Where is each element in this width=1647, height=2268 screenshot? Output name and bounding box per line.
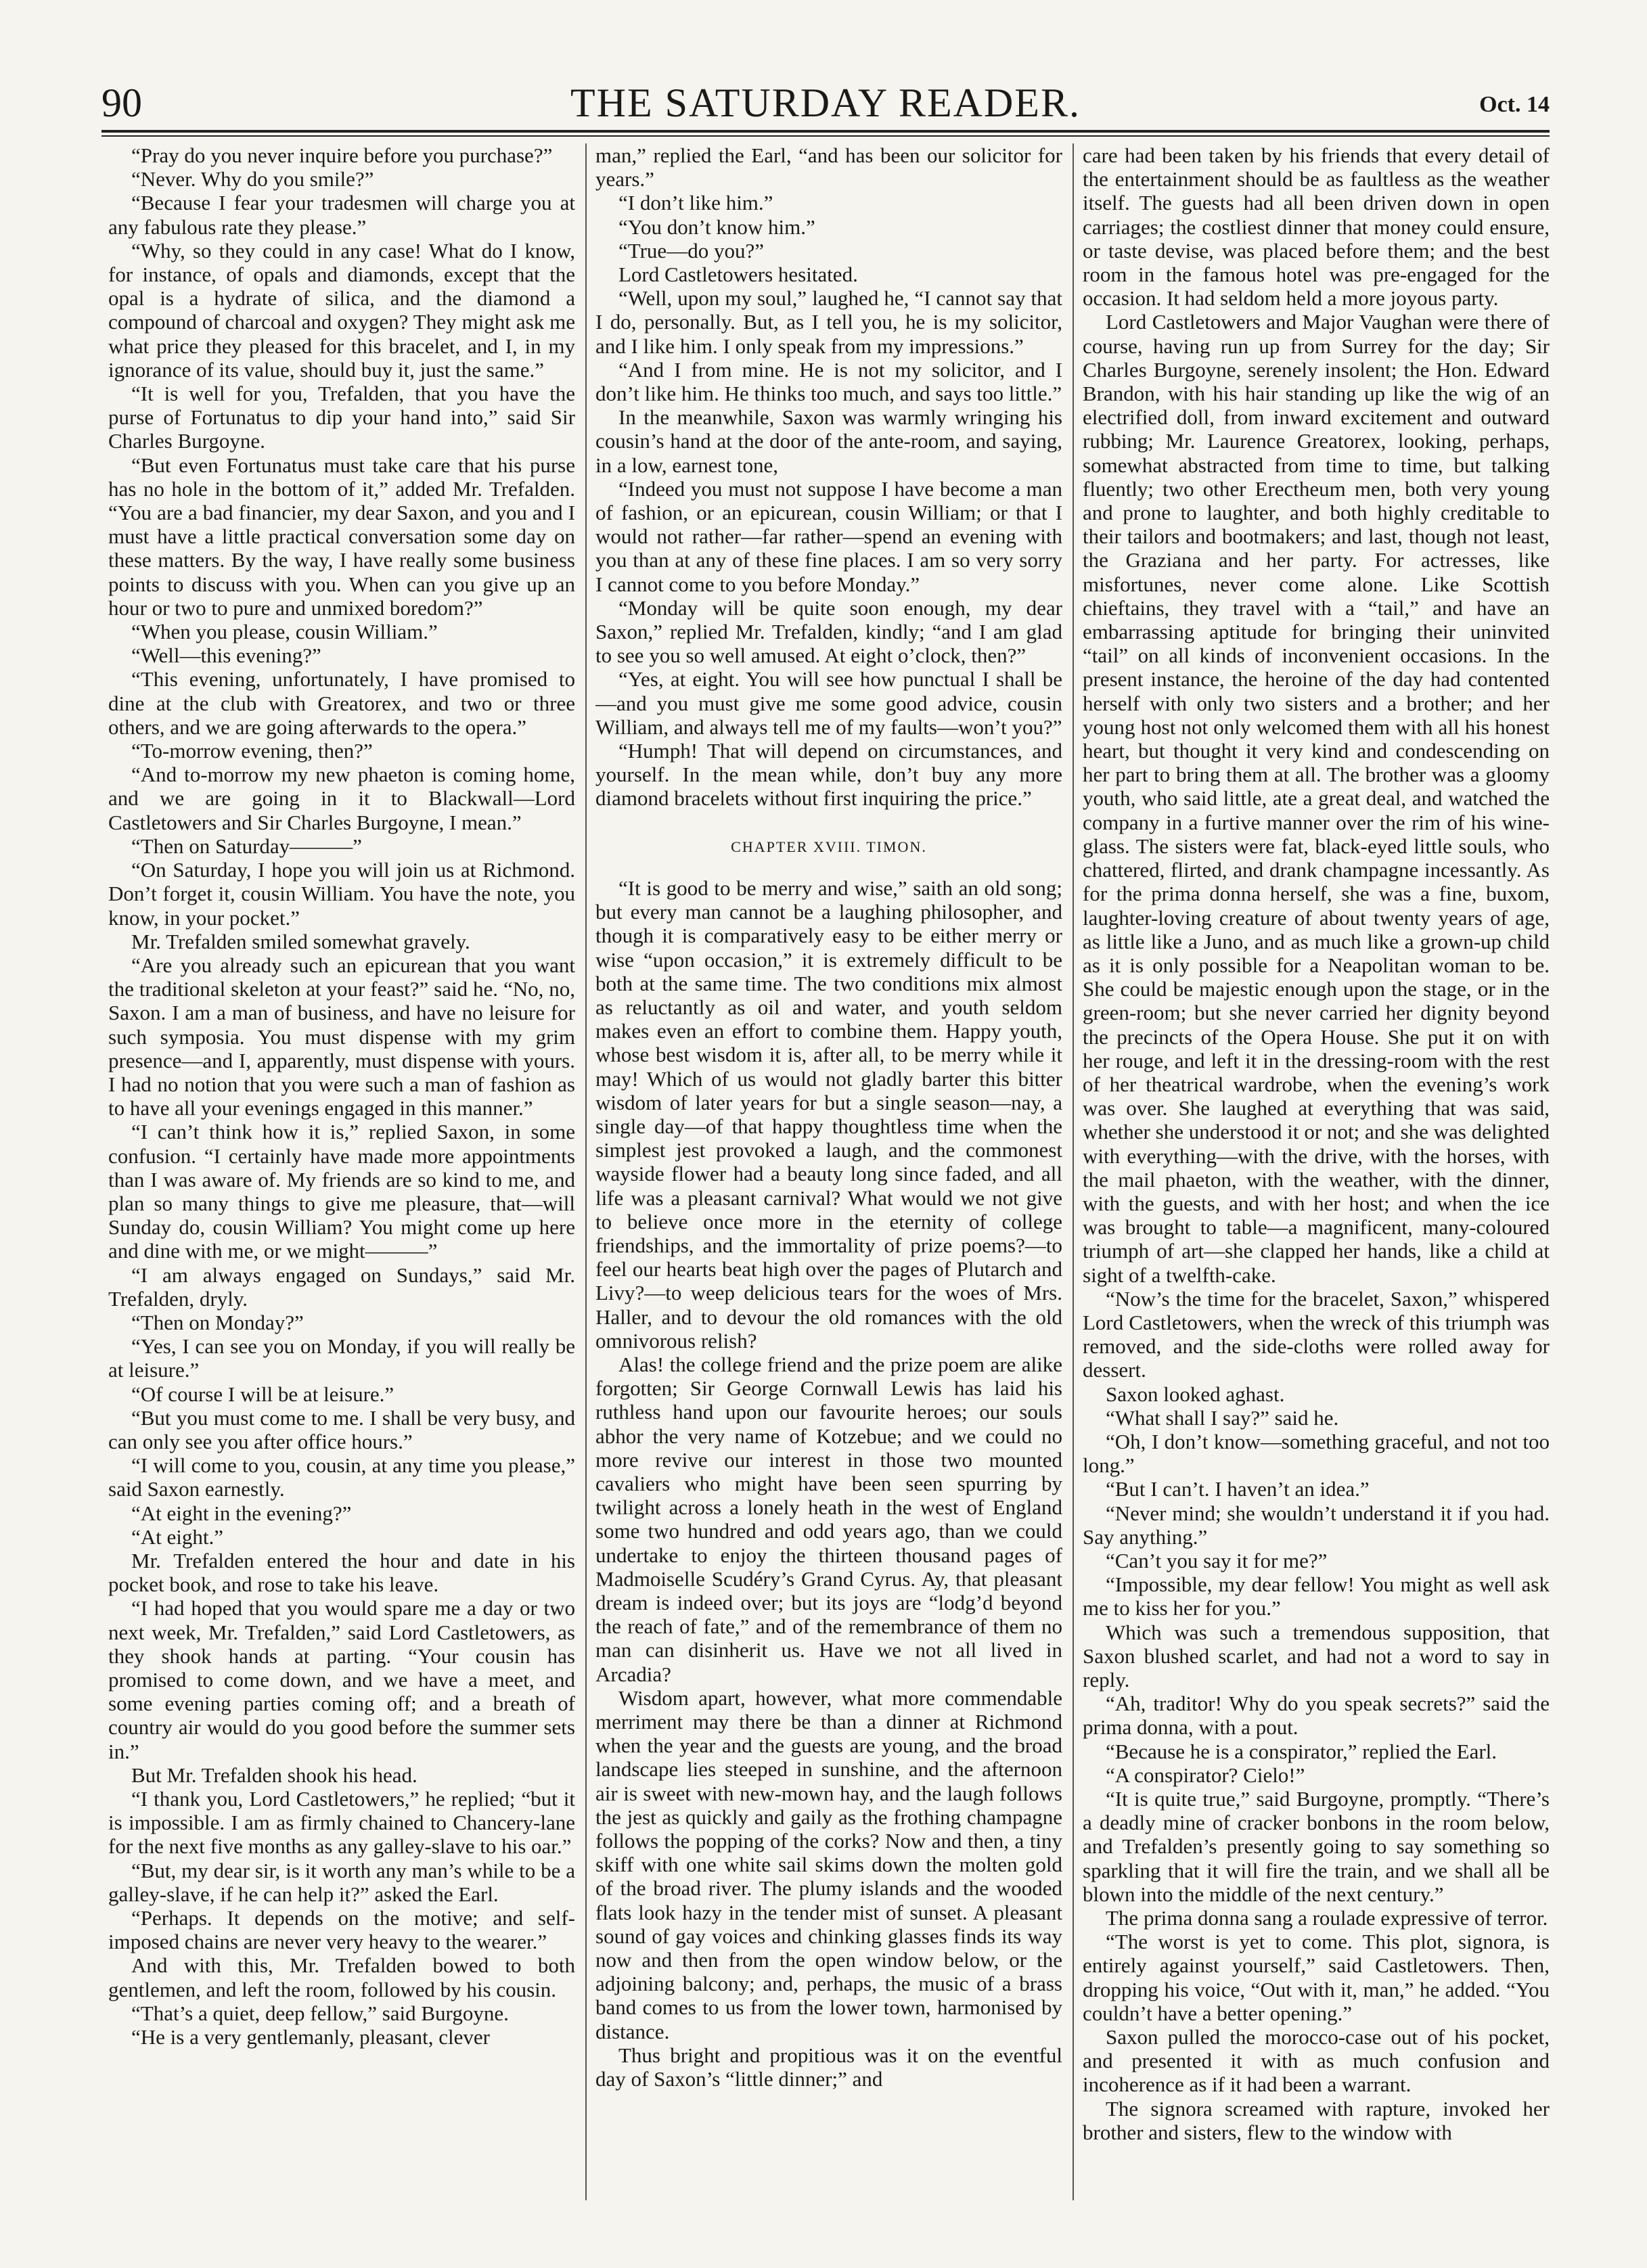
paragraph: “This evening, unfortunately, I have promised to dine at the club with Greatorex, and two or three others, and we are going afterwards to the opera.” — [108, 667, 575, 739]
column-divider — [585, 143, 587, 2200]
paragraph: “But you must come to me. I shall be very busy, and can only see you after office hours.” — [108, 1405, 575, 1453]
paragraph: “Perhaps. It depends on the motive; and self-imposed chains are never very heavy to the wearer.” — [108, 1906, 575, 1954]
paragraph: Saxon looked aghast. — [1106, 1382, 1285, 1406]
chapter-heading: CHAPTER XVIII. TIMON. — [731, 838, 927, 855]
paragraph: “I can’t think how it is,” replied Saxon, in some confusion. “I certainly have made more appointments than I was aware of. My friends are so kind to me, and plan so many things to give me pleasure, that—will Sunday do, cousin William? You might come up here and dine with me, or we might———” — [108, 1120, 575, 1263]
paragraph: “Now’s the time for the bracelet, Saxon,” whispered Lord Castletowers, when the wreck of this triumph was removed, and the side-cloths were rolled away for dessert. — [1083, 1286, 1550, 1382]
paragraph: “Never. Why do you smile?” — [131, 167, 374, 191]
paragraph: “And to-morrow my new phaeton is coming home, and we are going in it to Blackwall—Lord Castletowers and Sir Charles Burgoyne, I mean.” — [108, 763, 575, 834]
paragraph: care had been taken by his friends that every detail of the entertainment should be as faultless as the weather itself. The guests had all been driven down in open carriages; the costliest dinner that money could ensure, or taste devise, was placed before them; and the best room in the famous hotel was pre-engaged for the occasion. It had seldom held a more joyous party. — [1083, 143, 1550, 311]
paragraph: “Indeed you must not suppose I have become a man of fashion, or an epicurean, cousin William; or that I would not rather—far rather—spend an evening with you than at any of these fine places. I am so very sorry I cannot come to you before Monday.” — [595, 476, 1062, 596]
paragraph: And with this, Mr. Trefalden bowed to both gentlemen, and left the room, followed by his cousin. — [108, 1953, 575, 2001]
paragraph: “To-morrow evening, then?” — [131, 739, 373, 763]
column-divider — [1073, 143, 1074, 2200]
paragraph: man,” replied the Earl, “and has been our solicitor for years.” — [595, 143, 1062, 191]
paragraph: “Humph! That will depend on circumstances, and yourself. In the mean while, don’t buy any more diamond bracelets without first inquiring the price.” — [595, 739, 1062, 811]
paragraph: “True—do you?” — [618, 238, 764, 263]
paragraph: “But I can’t. I haven’t an idea.” — [1106, 1477, 1370, 1501]
paragraph: “Of course I will be at leisure.” — [131, 1382, 394, 1406]
paragraph: “When you please, cousin William.” — [131, 620, 438, 644]
paragraph: “Monday will be quite soon enough, my dear Saxon,” replied Mr. Trefalden, kindly; “and I am glad to see you so well amused. At eight o’clock, then?” — [595, 595, 1062, 668]
paragraph: Mr. Trefalden smiled somewhat gravely. — [131, 929, 470, 953]
issue-date: Oct. 14 — [1479, 92, 1550, 117]
paragraph: “It is well for you, Trefalden, that you have the purse of Fortunatus to dip your hand into,” said Sir Charles Burgoyne. — [108, 382, 575, 453]
paragraph: “But even Fortunatus must take care that his purse has no hole in the bottom of it,” added Mr. Trefalden. “You are a bad financier, my dear Saxon, and you and I must have a little practical conversation some day on these matters. By the way, I have really some business points to discuss with you. When can you give up an hour or two to pure and unmixed boredom?” — [108, 453, 575, 620]
paragraph: “I had hoped that you would spare me a day or two next week, Mr. Trefalden,” said Lord Castletowers, as they shook hands at parting. “Your cousin has promised to come down, and we have a meet, and some evening parties coming off; and a breath of country air would do you good before the summer sets in.” — [108, 1596, 575, 1763]
column-3 — [1083, 143, 1550, 2200]
paragraph: “Well, upon my soul,” laughed he, “I cannot say that I do, personally. But, as I tell you, he is my solicitor, and I like him. I only speak from my impressions.” — [595, 286, 1062, 358]
paragraph: Wisdom apart, however, what more commendable merriment may there be than a dinner at Richmond when the year and the guests are young, and the broad landscape lies steeped in sunshine, and the afternoon air is sweet with new-mown hay, and the laugh follows the jest as quickly and gaily as the frothing champagne follows the popping of the corks? Now and then, a tiny skiff with one white sail skims down the molten gold of the broad river. The plumy islands and the wooded flats look hazy in the tender mist of sunset. A pleasant sound of gay voices and chinking glasses finds its way now and then from the open window below, or the adjoining balcony; and, perhaps, the music of a brass band comes to us from the lower town, harmonised by distance. — [595, 1685, 1062, 2043]
masthead-rule-thin — [101, 135, 1550, 137]
paragraph: Mr. Trefalden entered the hour and date in his pocket book, and rose to take his leave. — [108, 1548, 575, 1597]
paragraph: “Because I fear your tradesmen will charge you at any fabulous rate they please.” — [108, 191, 575, 239]
paragraph: “But, my dear sir, is it worth any man’s while to be a galley-slave, if he can help it?” asked the Earl. — [108, 1858, 575, 1906]
paragraph: “Oh, I don’t know—something graceful, and not too long.” — [1083, 1429, 1550, 1478]
paragraph: “A conspirator? Cielo!” — [1106, 1763, 1305, 1787]
column-2 — [595, 143, 1062, 2200]
paragraph: “Well—this evening?” — [131, 643, 321, 668]
paragraph: Alas! the college friend and the prize poem are alike forgotten; Sir George Cornwall Lewis has laid his ruthless hand upon our favourite heroes; our souls abhor the very name of Kotzebue; and we could no more revive our interest in those two mounted cavaliers who might have been seen spurring by twilight across a lonely heath in the west of England some two hundred and odd years ago, than we could undertake to enjoy the thirteen thousand pages of Madmoiselle Scudéry’s Grand Cyrus. Ay, that pleasant dream is indeed over; but its joys are “lodg’d beyond the reach of fate,” and of the remembrance of them no man can disinherit us. Have we not all lived in Arcadia? — [595, 1352, 1062, 1686]
paragraph: “I thank you, Lord Castletowers,” he replied; “but it is impossible. I am as firmly chained to Chancery-lane for the next five months as any galley-slave to his oar.” — [108, 1787, 575, 1859]
paragraph: The prima donna sang a roulade expressive of terror. — [1106, 1906, 1548, 1930]
paragraph: Which was such a tremendous supposition, that Saxon blushed scarlet, and had not a word to say in reply. — [1083, 1620, 1550, 1692]
paragraph: “I am always engaged on Sundays,” said Mr. Trefalden, dryly. — [108, 1263, 575, 1311]
paragraph: “What shall I say?” said he. — [1106, 1405, 1339, 1430]
masthead — [101, 80, 1550, 134]
paragraph: “Can’t you say it for me?” — [1106, 1548, 1328, 1572]
paragraph: “At eight in the evening?” — [131, 1501, 352, 1525]
paragraph: “Why, so they could in any case! What do I know, for instance, of opals and diamonds, except that the opal is a hydrate of silica, and the diamond a compound of charcoal and oxygen? They might ask me what price they pleased for this bracelet, and I, in my ignorance of its value, should buy it, just the same.” — [108, 238, 575, 382]
paragraph: “He is a very gentlemanly, pleasant, clever — [131, 2025, 490, 2049]
paragraph: “Are you already such an epicurean that you want the traditional skeleton at your feast?” said he. “No, no, Saxon. I am a man of business, and have no leisure for such symposia. You must dispense with my grim presence—and I, apparently, must dispense with yours. I had no notion that you were such a man of fashion as to have all your evenings engaged in this manner.” — [108, 953, 575, 1120]
paragraph: Lord Castletowers hesitated. — [618, 263, 858, 287]
paragraph: “Then on Saturday———” — [131, 834, 362, 858]
paragraph: Thus bright and propitious was it on the eventful day of Saxon’s “little dinner;” and — [595, 2043, 1062, 2091]
paragraph: “Impossible, my dear fellow! You might as well ask me to kiss her for you.” — [1083, 1572, 1550, 1620]
paragraph: “It is quite true,” said Burgoyne, promptly. “There’s a deadly mine of cracker bonbons in the room below, and Trefalden’s presently going to say something so sparkling that it will fire the train, and we shall all be blown into the middle of the next century.” — [1083, 1787, 1550, 1906]
paragraph: “At eight.” — [131, 1524, 224, 1549]
paragraph: “Never mind; she wouldn’t understand it if you had. Say anything.” — [1083, 1501, 1550, 1549]
paragraph: Saxon pulled the morocco-case out of his pocket, and presented it with as much confusion and incoherence as if it had been a warrant. — [1083, 2025, 1550, 2097]
paragraph: “On Saturday, I hope you will join us at Richmond. Don’t forget it, cousin William. You have the note, you know, in your pocket.” — [108, 858, 575, 930]
column-1 — [108, 143, 575, 2200]
paragraph: “Then on Monday?” — [131, 1310, 304, 1334]
paragraph: But Mr. Trefalden shook his head. — [131, 1763, 418, 1787]
paragraph: “I will come to you, cousin, at any time you please,” said Saxon earnestly. — [108, 1453, 575, 1501]
paragraph: Lord Castletowers and Major Vaughan were there of course, having run up from Surrey for the day; Sir Charles Burgoyne, serenely insolent; the Hon. Edward Brandon, with his hair standing up like the wig of an electrified doll, from inward excitement and outward rubbing; Mr. Laurence Greatorex, looking, perhaps, somewhat abstracted from time to time, but talking fluently; two other Erectheum men, both very young and prone to laughter, and both highly creditable to their tailors and bootmakers; and last, though not least, the Graziana and her party. For actresses, like misfortunes, never come alone. Like Scottish chieftains, they travel with a “tail,” and have an embarrassing aptitude for bringing their uninvited “tail” on all kinds of inconvenient occasions. In the present instance, the heroine of the day had contented herself with only two sisters and a brother; and her young host not only welcomed them with all his honest heart, but thought it very kind and condescending on her part to bring them at all. The brother was a gloomy youth, who said little, ate a great deal, and watched the company in a furtive manner over the rim of his wine-glass. The sisters were fat, black-eyed little souls, who chattered, flirted, and drank champagne incessantly. As for the prima donna herself, she was a fine, buxom, laughter-loving creature of about twenty years of age, as little like a Juno, and as much like a grown-up child as it is only possible for a Neapolitan woman to be. She could be majestic enough upon the stage, or in the green-room; but she never carried her dignity beyond the precincts of the Opera House. She put it on with her rouge, and left it in the dressing-room with the rest of her theatrical wardrobe, when the evening’s work was over. She laughed at everything that was said, whether she understood it or not; and she was delighted with everything—with the drive, with the horses, with the mail phaeton, with the weather, with the dinner, with the guests, and with her host; and when the ice was brought to table—a magnificent, many-coloured triumph of art—she clapped her hands, like a child at sight of a twelfth-cake. — [1083, 310, 1550, 1287]
paragraph: “The worst is yet to come. This plot, signora, is entirely against yourself,” said Castletowers. Then, dropping his voice, “Out with it, man,” he added. “You couldn’t have a better opening.” — [1083, 1930, 1550, 2025]
paragraph: “Yes, at eight. You will see how punctual I shall be—and you must give me some good advice, cousin William, and always tell me of my faults—won’t you?” — [595, 667, 1062, 739]
paragraph: The signora screamed with rapture, invoked her brother and sisters, flew to the window with — [1083, 2096, 1550, 2144]
paragraph: “Yes, I can see you on Monday, if you will really be at leisure.” — [108, 1334, 575, 1382]
paragraph: “It is good to be merry and wise,” saith an old song; but every man cannot be a laughing philosopher, and though it is comparatively easy to be either merry or wise “upon occasion,” it is extremely difficult to be both at the same time. The two conditions mix almost as reluctantly as oil and water, and youth seldom makes even an effort to combine them. Happy youth, whose best wisdom it is, after all, to be merry while it may! Which of us would not gladly barter this bitter wisdom of later years for but a single season—nay, a single day—of that happy thoughtless time when the simplest jest provoked a laugh, and the commonest wayside flower had a beauty long since faded, and all life was a pleasant carnival? What would we not give to believe once more in the eternity of college friendships, and the immortality of prize poems?—to feel our hearts beat high over the pages of Plutarch and Livy?—to weep delicious tears for the woes of Mrs. Haller, and to devour the old romances with the old omnivorous relish? — [595, 876, 1062, 1353]
paragraph: “Because he is a conspirator,” replied the Earl. — [1106, 1739, 1497, 1763]
page-number: 90 — [101, 81, 142, 125]
publication-title: THE SATURDAY READER. — [570, 81, 1081, 125]
paragraph: “And I from mine. He is not my solicitor, and I don’t like him. He thinks too much, and says too little.” — [595, 357, 1062, 406]
paragraph: In the meanwhile, Saxon was warmly wringing his cousin’s hand at the door of the ante-room, and saying, in a low, earnest tone, — [595, 405, 1062, 477]
paragraph: “You don’t know him.” — [618, 214, 815, 239]
paragraph: “That’s a quiet, deep fellow,” said Burgoyne. — [131, 2001, 509, 2025]
paragraph: “Pray do you never inquire before you purchase?” — [131, 143, 553, 167]
paragraph: “Ah, traditor! Why do you speak secrets?” said the prima donna, with a pout. — [1083, 1692, 1550, 1740]
masthead-rule-thick — [101, 130, 1550, 133]
paragraph: “I don’t like him.” — [618, 191, 773, 215]
